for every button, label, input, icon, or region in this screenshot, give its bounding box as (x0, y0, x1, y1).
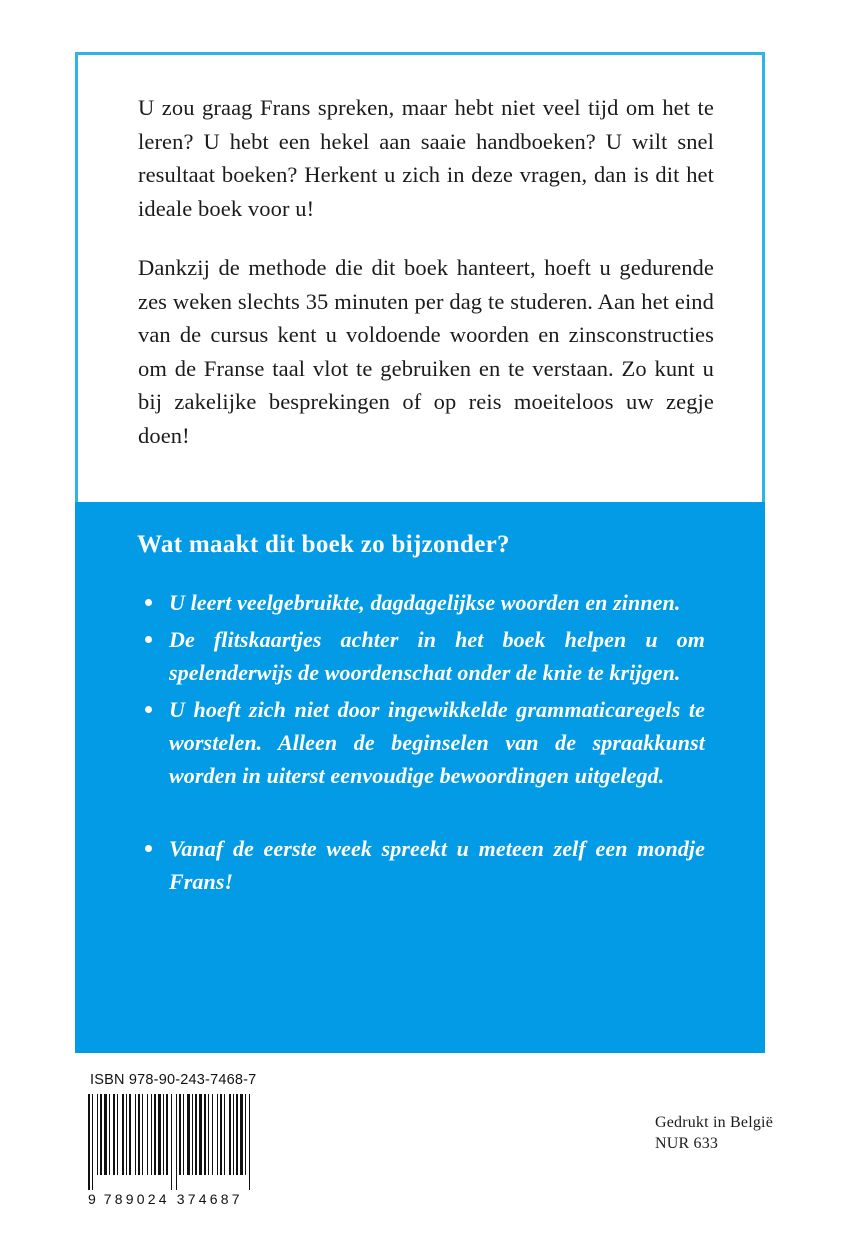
isbn-block (88, 1072, 288, 1207)
intro-paragraph-2: Dankzij de methode die dit boek hanteert, hoeft u gedurende zes weken slechts 35 minuten per dag te studeren. Aan het eind van de cursus kent u voldoende woorden en zinsconstructies om de Franse taal vlot te gebruiken en te verstaan. Zo kunt u bij zakelijke besprekingen of op reis moeiteloos uw zegje doen! (138, 255, 714, 448)
feature-heading: Wat maakt dit boek zo bijzonder? (137, 531, 510, 558)
ean-barcode (88, 1094, 270, 1190)
nur-code: NUR 633 (654, 1135, 719, 1152)
feature-panel (75, 502, 765, 1053)
barcode-main-digits: 789024 374687 (103, 1191, 243, 1207)
isbn-text: ISBN 978-90-243-7468-7 (90, 1072, 257, 1088)
colophon-strip (0, 1062, 850, 1256)
intro-text-region (78, 55, 762, 502)
printed-in-country: Gedrukt in België (654, 1114, 773, 1131)
book-back-cover-frame (75, 52, 765, 1053)
barcode-lead-digit: 9 (88, 1191, 96, 1207)
intro-paragraph-1: U zou graag Frans spreken, maar hebt niet veel tijd om het te leren? U hebt een hekel aan saaie handboeken? U wilt snel resultaat boeken? Herkent u zich in deze vragen, dan is dit het ideale boek voor u! (138, 95, 714, 221)
feature-list-item: Vanaf de eerste week spreekt u meteen zelf een mondje Frans! (137, 832, 705, 898)
feature-list-item: De flitskaartjes achter in het boek helpen u om spelenderwijs de woordenschat onder de knie te krijgen. (137, 623, 705, 689)
feature-list-item: U leert veelgebruikte, dagdagelijkse woorden en zinnen. (137, 586, 705, 619)
barcode-digits (88, 1191, 288, 1207)
feature-list-item: U hoeft zich niet door ingewikkelde grammaticaregels te worstelen. Alleen de beginselen van de spraakkunst worden in uiterst eenvoudige bewoordingen uitgelegd. (137, 693, 705, 792)
feature-list (137, 586, 705, 898)
printed-in-block (655, 1112, 773, 1154)
